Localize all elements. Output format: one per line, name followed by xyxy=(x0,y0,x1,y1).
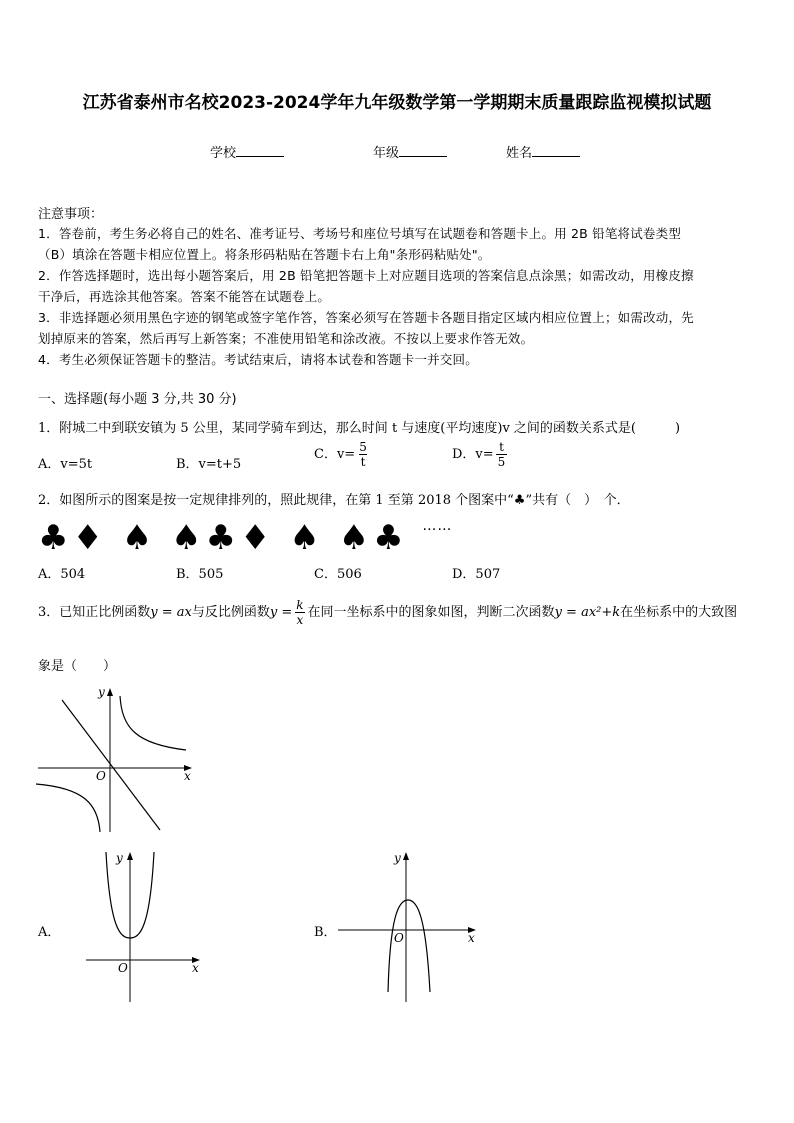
q3-option-b-label[interactable]: B． xyxy=(314,925,337,940)
q1-option-b[interactable]: B．v=t+5 xyxy=(176,457,242,472)
suit-pattern xyxy=(38,518,452,558)
q3-stem-continued: 象是（ ） xyxy=(38,659,117,674)
school-label: 学校 xyxy=(210,146,237,161)
suit-sequence: ♣♦ ♠ ♠♣♦ ♠ ♠♣ xyxy=(38,518,408,558)
q1-option-c[interactable] xyxy=(314,440,371,469)
name-label: 姓名 xyxy=(506,146,533,161)
note-line: 1．答卷前，考生务必将自己的姓名、准考证号、考场号和座位号填写在试题卷和答题卡上。用 2B 铅笔将试卷类型 xyxy=(38,226,682,241)
origin-label: O xyxy=(394,931,404,945)
q3-stem xyxy=(38,598,737,627)
q1-option-d[interactable] xyxy=(452,440,509,469)
y-axis-arrow xyxy=(107,688,113,696)
q1-option-d-prefix: D．v= xyxy=(452,447,494,462)
line-y-ax xyxy=(62,700,160,830)
formula-inverse-fraction xyxy=(294,598,305,627)
formula-inverse-prefix: y = xyxy=(269,605,293,620)
page-title: 江苏省泰州市名校2023-2024学年九年级数学第一学期期末质量跟踪监视模拟试题 xyxy=(82,93,712,113)
q2-option-d[interactable]: D．507 xyxy=(452,567,501,582)
grade-field[interactable] xyxy=(373,142,447,161)
q3-option-b-graph[interactable] xyxy=(336,848,482,1004)
note-line: 3．非选择题必须用黑色字迹的钢笔或签字笔作答，答案必须写在答题卡各题目指定区域内相应位置上；如需改动，先 xyxy=(38,310,694,325)
fraction-numerator: k xyxy=(296,598,304,612)
y-axis-label: y xyxy=(394,851,401,865)
q3-stem-part: 在坐标系中的大致图 xyxy=(620,605,738,620)
hyperbola-branch-q1 xyxy=(120,696,186,750)
y-axis-arrow xyxy=(403,852,409,860)
note-line: 4．考生必须保证答题卡的整洁。考试结束后，请将本试卷和答题卡一并交回。 xyxy=(38,352,478,367)
q2-option-b[interactable]: B．505 xyxy=(176,567,224,582)
note-line: 2．作答选择题时，选出每小题答案后，用 2B 铅笔把答题卡上对应题目选项的答案信息点涂黑；如需改动，用橡皮擦 xyxy=(38,268,694,283)
fraction-denominator: 5 xyxy=(497,455,506,469)
note-line: 干净后，再选涂其他答案。答案不能答在试题卷上。 xyxy=(38,289,331,304)
y-axis-arrow xyxy=(127,852,133,860)
q1-option-c-fraction xyxy=(357,440,369,469)
name-field[interactable] xyxy=(506,142,580,161)
hyperbola-branch-q3 xyxy=(36,784,100,832)
q3-stem-part: 3．已知正比例函数 xyxy=(38,605,151,620)
q3-stem-part: 在同一坐标系中的图象如图，判断二次函数 xyxy=(307,605,555,620)
x-axis-label: x xyxy=(192,961,199,975)
formula-quadratic: y = ax²+k xyxy=(554,605,621,620)
fraction-denominator: x xyxy=(296,613,304,627)
q2-option-a[interactable]: A．504 xyxy=(38,567,86,582)
ellipsis: …… xyxy=(422,518,453,534)
fraction-denominator: t xyxy=(360,455,366,469)
q3-option-a-graph[interactable] xyxy=(84,848,204,1004)
y-axis-label: y xyxy=(98,685,105,699)
fraction-numerator: 5 xyxy=(359,440,367,454)
y-axis-label: y xyxy=(116,851,123,865)
note-line: 划掉原来的答案，然后再写上新答案；不准使用铅笔和涂改液。不按以上要求作答无效。 xyxy=(38,331,534,346)
q1-stem: 1．附城二中到联安镇为 5 公里，某同学骑车到达，那么时间 t 与速度(平均速度)v 之间的函数关系式是( ) xyxy=(38,421,681,436)
q1-option-a[interactable]: A．v=5t xyxy=(38,457,93,472)
parabola-down xyxy=(388,900,430,992)
q1-option-c-prefix: C．v= xyxy=(314,447,356,462)
q3-stem-part: 与反比例函数 xyxy=(191,605,270,620)
note-line: （B）填涂在答题卡相应位置上。将条形码粘贴在答题卡右上角"条形码粘贴处"。 xyxy=(38,247,491,262)
origin-label: O xyxy=(96,769,106,783)
grade-blank[interactable] xyxy=(399,144,447,157)
q2-stem: 2．如图所示的图案是按一定规律排列的，照此规律，在第 1 至第 2018 个图案中“♣”共有（ ） 个． xyxy=(38,493,630,508)
school-field[interactable] xyxy=(210,142,284,161)
formula-linear: y = ax xyxy=(150,605,192,620)
q2-option-c[interactable]: C．506 xyxy=(314,567,362,582)
q3-option-a-label[interactable]: A． xyxy=(38,925,61,940)
name-blank[interactable] xyxy=(532,144,580,157)
school-blank[interactable] xyxy=(236,144,284,157)
q1-option-d-fraction xyxy=(496,440,508,469)
x-axis-label: x xyxy=(184,769,191,783)
origin-label: O xyxy=(118,961,128,975)
x-axis-label: x xyxy=(468,931,475,945)
notes-heading: 注意事项： xyxy=(38,207,104,222)
reference-graph xyxy=(36,684,196,834)
section-heading: 一、选择题(每小题 3 分,共 30 分) xyxy=(38,392,237,407)
grade-label: 年级 xyxy=(373,146,400,161)
fraction-numerator: t xyxy=(499,440,504,454)
